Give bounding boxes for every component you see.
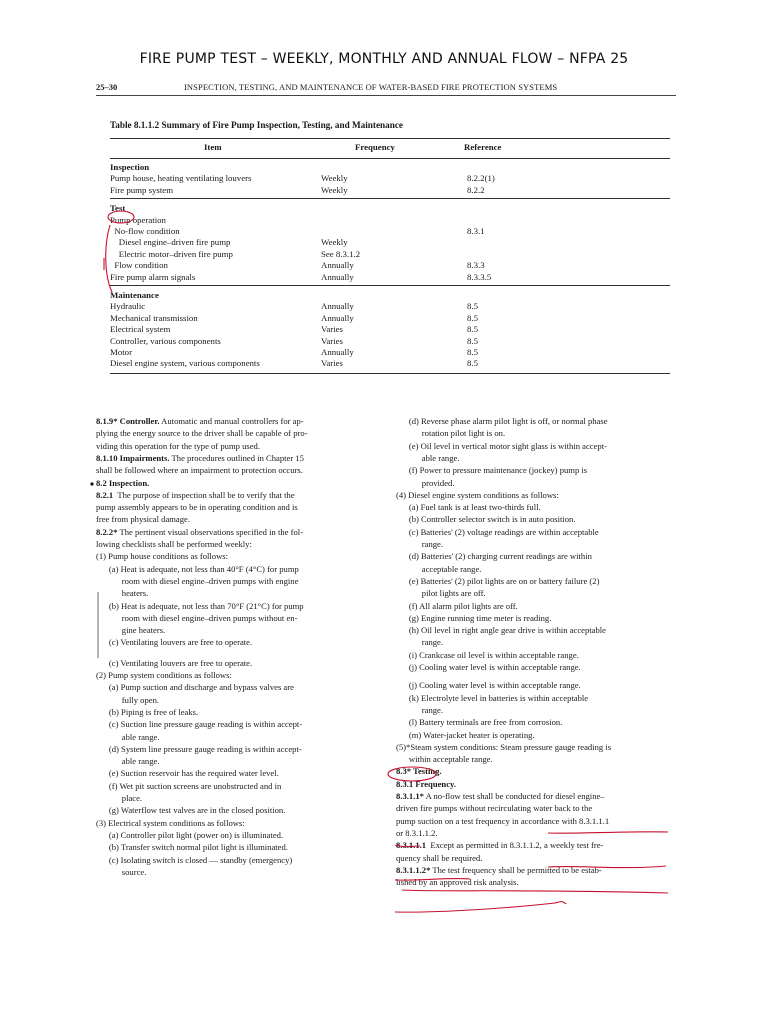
text-line	[96, 502, 298, 513]
line-text: (b) Heat is adequate, not less than 70°F (21°C) for pump	[96, 600, 304, 611]
line-text: viding this operation for the type of pump used.	[96, 440, 260, 451]
text-line	[96, 453, 304, 464]
table-cell-ref: 8.5	[467, 358, 478, 369]
table-cell-item: Pump house, heating ventilating louvers	[110, 173, 252, 184]
line-text: (b) Piping is free of leaks.	[96, 706, 199, 717]
table-cell-freq: Weekly	[321, 173, 348, 184]
header-reference: Reference	[464, 142, 502, 152]
text-line	[96, 855, 292, 866]
line-text: range.	[396, 704, 444, 715]
table-cell-item: Test	[110, 203, 126, 214]
line-text: heaters.	[96, 588, 149, 599]
line-text: (j) Cooling water level is within acceptable range.	[396, 680, 581, 691]
table-cell-freq: Annually	[321, 260, 354, 271]
text-line	[396, 742, 611, 753]
text-line	[396, 828, 438, 839]
text-line	[96, 441, 260, 452]
table-row	[110, 226, 670, 237]
line-text: (c) Isolating switch is closed — standby (emergency)	[96, 854, 293, 865]
text-line	[396, 465, 587, 476]
table-top-rule	[110, 138, 670, 139]
line-text: able range.	[96, 731, 160, 742]
text-line	[396, 877, 519, 888]
line-text: (l) Battery terminals are free from corrosion.	[396, 717, 563, 728]
table-section-row	[110, 162, 670, 173]
section-label: 8.3* Testing.	[396, 766, 442, 777]
text-line	[96, 719, 302, 730]
line-text: room with diesel engine–driven pumps without en-	[96, 612, 298, 623]
text-line	[96, 867, 146, 878]
line-text: (2) Pump system conditions as follows:	[96, 670, 232, 680]
text-line	[96, 490, 295, 501]
table-cell-item: Controller, various components	[110, 335, 221, 346]
text-line	[396, 650, 579, 661]
text-line	[396, 416, 608, 427]
text-line	[396, 601, 518, 612]
header-item: Item	[204, 142, 222, 152]
line-text: (j) Cooling water level is within acceptable range.	[396, 662, 581, 672]
table-cell-item: Fire pump system	[110, 184, 174, 195]
table-cell-ref: 8.5	[467, 312, 478, 323]
text-line	[96, 818, 245, 829]
table-title: Table 8.1.1.2 Summary of Fire Pump Inspection, Testing, and Maintenance	[110, 120, 404, 130]
line-text: fully open.	[96, 694, 160, 705]
running-head-text: INSPECTION, TESTING, AND MAINTENANCE OF WATER-BASED FIRE PROTECTION SYSTEMS	[184, 82, 558, 92]
table-header-row	[110, 142, 670, 153]
table-row	[110, 260, 670, 271]
text-line	[396, 853, 482, 864]
text-line	[96, 793, 142, 804]
running-head	[88, 82, 680, 96]
text-line	[396, 539, 443, 550]
table-row	[110, 336, 670, 347]
line-text: (f) All alarm pilot lights are off.	[396, 600, 518, 611]
text-line	[96, 625, 165, 636]
line-text: (k) Electrolyte level in batteries is within acceptable	[396, 692, 589, 703]
text-line	[396, 791, 605, 802]
line-text: provided.	[396, 477, 455, 488]
table-row	[110, 272, 670, 283]
text-line	[396, 803, 592, 814]
table-cell-ref: 8.3.3.5	[467, 271, 492, 282]
line-text: (1) Pump house conditions as follows:	[96, 551, 229, 562]
table-cell-freq: Varies	[321, 358, 343, 369]
line-text: Except as permitted in 8.3.1.1.2, a weekly test fre-	[426, 840, 604, 851]
page-number: 25–30	[96, 82, 118, 92]
text-line	[396, 441, 607, 452]
line-text: (g) Waterflow test valves are in the closed position.	[96, 805, 286, 816]
table-cell-item: Maintenance	[110, 290, 159, 300]
line-text: rotation pilot light is on.	[396, 428, 506, 439]
text-line	[396, 693, 588, 704]
text-line	[96, 588, 148, 599]
text-line	[396, 730, 535, 741]
text-line	[396, 576, 599, 587]
line-text: (e) Batteries' (2) pilot lights are on or battery failure (2)	[396, 575, 600, 586]
table-cell-freq: Varies	[321, 335, 343, 346]
table-section-rule	[110, 198, 670, 199]
text-line	[96, 601, 304, 612]
line-text: source.	[96, 866, 147, 877]
text-line	[396, 766, 442, 777]
line-text: (d) Reverse phase alarm pilot light is off, or normal phase	[396, 416, 608, 426]
table-cell-item: Inspection	[110, 162, 150, 172]
table-cell-freq: Weekly	[321, 237, 348, 248]
line-text: The test frequency shall be permitted to be estab-	[430, 864, 602, 875]
table-cell-freq: Annually	[321, 271, 354, 282]
line-text: The pertinent visual observations specified in the fol-	[117, 526, 303, 537]
table-cell-ref: 8.2.2(1)	[467, 173, 495, 184]
line-text: gine heaters.	[96, 625, 166, 636]
table-cell-freq: Annually	[321, 312, 354, 323]
text-line	[96, 805, 285, 816]
text-line	[396, 588, 486, 599]
line-text: The purpose of inspection shall be to verify that the	[113, 489, 295, 500]
text-line	[96, 732, 159, 743]
line-text: The procedures outlined in Chapter 15	[169, 452, 304, 463]
table-cell-ref: 8.5	[467, 347, 478, 357]
table-row	[110, 347, 670, 358]
text-line	[396, 453, 459, 464]
line-text: (3) Electrical system conditions as follows:	[96, 817, 245, 828]
line-text: (f) Wet pit suction screens are unobstructed and in	[96, 780, 282, 791]
line-text: (c) Ventilating louvers are free to operate.	[96, 637, 253, 648]
table-cell-ref: 8.5	[467, 324, 478, 335]
header-frequency: Frequency	[355, 142, 395, 152]
line-text: (a) Controller pilot light (power on) is illuminated.	[96, 829, 284, 840]
text-line	[96, 613, 297, 624]
line-text: (a) Pump suction and discharge and bypass valves are	[96, 682, 294, 693]
text-line	[96, 842, 288, 853]
text-line	[396, 717, 562, 728]
running-head-rule	[96, 95, 676, 96]
line-text: free from physical damage.	[96, 514, 191, 525]
text-line	[96, 695, 159, 706]
table-row	[110, 324, 670, 335]
text-line	[96, 682, 294, 693]
line-text: (4) Diesel engine system conditions as follows:	[396, 489, 559, 500]
text-line	[396, 816, 609, 827]
table-cell-item: Diesel engine system, various components	[110, 358, 260, 369]
line-text: (e) Oil level in vertical motor sight glass is within accept-	[396, 440, 607, 451]
table-row	[110, 173, 670, 184]
line-text: plying the energy source to the driver shall be capable of pro-	[96, 428, 308, 439]
line-text: pump suction on a test frequency in accordance with 8.3.1.1.1	[396, 815, 610, 826]
table-row	[110, 313, 670, 324]
table-section-rule	[110, 285, 670, 286]
text-line	[396, 478, 454, 489]
annotation-underline-6	[402, 890, 668, 893]
section-label: 8.1.9* Controller.	[96, 416, 160, 426]
table-cell-item: Motor	[110, 347, 132, 357]
table-cell-item: Pump operation	[110, 214, 166, 225]
text-line	[96, 514, 190, 525]
line-text: (d) Batteries' (2) charging current readings are within	[396, 551, 592, 562]
text-line	[396, 625, 606, 636]
line-text: or 8.3.1.1.2.	[396, 827, 438, 838]
table-cell-ref: 8.3.3	[467, 260, 485, 271]
line-text: (b) Controller selector switch is in auto position.	[396, 514, 576, 525]
table-cell-freq: Annually	[321, 301, 354, 312]
line-text: lished by an approved risk analysis.	[396, 877, 519, 888]
text-line	[396, 865, 602, 876]
table-cell-ref: 8.2.2	[467, 184, 485, 195]
table-cell-item: Electrical system	[110, 324, 171, 335]
line-text: range.	[396, 637, 444, 648]
text-line	[396, 527, 599, 538]
table-cell-freq: See 8.3.1.2	[321, 248, 361, 259]
text-line	[96, 637, 252, 648]
table-cell-item: Mechanical transmission	[110, 312, 198, 323]
text-line	[96, 576, 298, 587]
line-text: (5)*Steam system conditions: Steam pressure gauge reading is	[396, 741, 612, 752]
text-line	[96, 756, 159, 767]
text-line	[96, 564, 299, 575]
table-row	[110, 185, 670, 196]
table-cell-ref: 8.3.1	[467, 226, 485, 236]
text-line	[396, 490, 559, 501]
line-text: A no-flow test shall be conducted for diesel engine–	[423, 791, 605, 801]
table-row	[110, 215, 670, 226]
line-text: (i) Crankcase oil level is within acceptable range.	[396, 649, 579, 660]
table-cell-item: Diesel engine–driven fire pump	[110, 237, 231, 248]
line-text: (d) System line pressure gauge reading is within accept-	[96, 743, 302, 754]
line-text: place.	[96, 793, 143, 803]
table-cell-item: Flow condition	[110, 260, 168, 271]
section-label: 8.2 Inspection.	[96, 477, 150, 488]
text-line	[96, 428, 308, 439]
table-row	[110, 301, 670, 312]
text-line	[396, 637, 443, 648]
line-text: (g) Engine running time meter is reading.	[396, 612, 552, 623]
line-text: (a) Fuel tank is at least two-thirds full.	[396, 502, 541, 513]
text-line	[396, 502, 541, 513]
line-text: (m) Water-jacket heater is operating.	[396, 729, 535, 740]
annotation-underline-1	[548, 832, 668, 833]
text-line	[396, 705, 443, 716]
line-text: pilot lights are off.	[396, 588, 486, 599]
line-text: (h) Oil level in right angle gear drive is within acceptable	[396, 625, 606, 636]
text-line	[96, 416, 304, 427]
table-cell-item: Fire pump alarm signals	[110, 271, 196, 282]
line-text: (c) Suction line pressure gauge reading is within accept-	[96, 719, 303, 730]
line-text: driven fire pumps without recirculating water back to the	[396, 803, 593, 814]
table-cell-freq: Weekly	[321, 184, 348, 195]
text-line	[96, 465, 303, 476]
text-line	[96, 551, 228, 562]
text-line	[96, 830, 283, 841]
text-line	[396, 840, 603, 851]
text-line	[96, 768, 279, 779]
text-line	[96, 658, 252, 669]
text-line	[396, 564, 481, 575]
line-text: (c) Batteries' (2) voltage readings are within acceptable	[396, 526, 599, 537]
table-cell-freq: Varies	[321, 324, 343, 335]
section-label: 8.3.1.1.2*	[396, 864, 431, 875]
text-line	[396, 428, 505, 439]
line-text: acceptable range.	[396, 563, 482, 574]
text-line	[96, 707, 198, 718]
section-label: 8.3.1.1*	[396, 791, 424, 801]
table-cell-item: Electric motor–driven fire pump	[110, 248, 233, 259]
line-text: within acceptable range.	[396, 754, 493, 765]
line-text: (a) Heat is adequate, not less than 40°F (4°C) for pump	[96, 563, 299, 574]
table-cell-item: No-flow condition	[110, 226, 180, 236]
line-text: shall be followed where an impairment to protection occurs.	[96, 465, 303, 476]
table-section-row	[110, 290, 670, 301]
table-cell-ref: 8.5	[467, 301, 478, 312]
text-line	[96, 539, 252, 550]
section-label: 8.1.10 Impairments.	[96, 452, 170, 463]
table-row	[110, 358, 670, 369]
table-bottom-rule	[110, 373, 670, 374]
text-line	[396, 680, 581, 691]
text-line	[396, 551, 592, 562]
line-text: (e) Suction reservoir has the required water level.	[96, 768, 279, 779]
line-text: Automatic and manual controllers for ap-	[159, 416, 304, 426]
text-line	[396, 754, 493, 765]
line-text: (b) Transfer switch normal pilot light is illuminated.	[96, 842, 288, 853]
annotation-underline-5	[395, 902, 566, 913]
text-line	[96, 744, 302, 755]
line-text: range.	[396, 539, 444, 549]
table-row	[110, 249, 670, 260]
table-header-rule	[110, 158, 670, 159]
table-section-row	[110, 203, 670, 214]
table-row	[110, 237, 670, 248]
line-text: room with diesel engine–driven pumps with engine	[96, 575, 299, 586]
section-label: 8.2.2*	[96, 526, 118, 537]
table-cell-item: Hydraulic	[110, 301, 146, 312]
text-line	[96, 478, 149, 489]
page-title: FIRE PUMP TEST – WEEKLY, MONTHLY AND ANNUAL FLOW – NFPA 25	[139, 51, 629, 67]
text-line	[396, 662, 581, 673]
line-text: lowing checklists shall be performed weekly:	[96, 539, 252, 549]
line-text: quency shall be required.	[396, 852, 483, 863]
text-line	[396, 779, 456, 790]
table-cell-ref: 8.5	[467, 335, 478, 346]
text-line	[96, 527, 303, 538]
text-line	[396, 514, 576, 525]
text-line	[396, 613, 551, 624]
line-text: (c) Ventilating louvers are free to operate.	[96, 657, 253, 668]
section-label: 8.3.1 Frequency.	[396, 778, 456, 789]
line-text: pump assembly appears to be in operating condition and is	[96, 502, 298, 513]
text-line	[96, 670, 232, 681]
text-line	[96, 781, 281, 792]
line-text: able range.	[396, 452, 460, 463]
margin-dot	[90, 482, 93, 485]
line-text: able range.	[96, 756, 160, 767]
line-text: (f) Power to pressure maintenance (jockey) pump is	[396, 465, 588, 476]
section-label: 8.2.1	[96, 489, 114, 500]
table-cell-freq: Annually	[321, 347, 354, 357]
section-label: 8.3.1.1.1	[396, 840, 427, 851]
